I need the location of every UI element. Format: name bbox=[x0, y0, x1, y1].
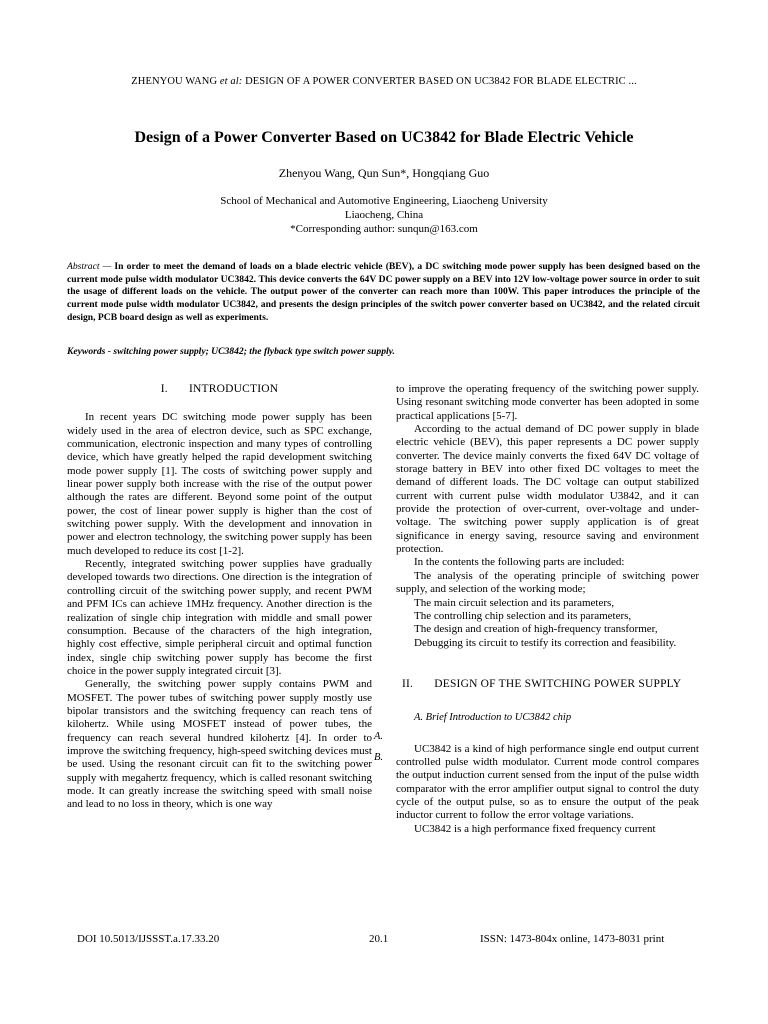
running-head bbox=[0, 76, 768, 87]
keywords: Keywords - switching power supply; UC3842; the flyback type switch power supply. bbox=[67, 346, 395, 357]
section-heading-introduction bbox=[67, 383, 372, 396]
right-column bbox=[396, 383, 699, 836]
section-number: II. bbox=[402, 677, 414, 690]
paper-authors: Zhenyou Wang, Qun Sun*, Hongqiang Guo bbox=[278, 166, 490, 180]
footer-issn: ISSN: 1473-804x online, 1473-8031 print bbox=[480, 933, 665, 945]
list-item: The analysis of the operating principle of switching power supply, and selection of the working mode; bbox=[396, 569, 699, 596]
footer-doi: DOI 10.5013/IJSSST.a.17.33.20 bbox=[77, 933, 220, 945]
abstract-text: In order to meet the demand of loads on a blade electric vehicle (BEV), a DC switching mode power supply has been designed based on the current mode pulse width modulator UC3842. This device converts the 64V DC power supply on a BEV into 12V low-voltage power source in order to suit the usage of different loads on the vehicle. The output power of the converter can reach more than 100W. This paper introduces the principle of the current mode pulse width modulator UC3842, and presents the design principles of the switch power converter based on UC3842, and the related circuit design, PCB board design as well as experiments. bbox=[67, 261, 700, 323]
intro-paragraph-3: Generally, the switching power supply contains PWM and MOSFET. The power tubes of switching power supply mostly use bipolar transistors and the switching frequency can reach tens of kilohertz. While using MOSFET instead of power tubes, the frequency can reach several hundred kilohertz [4]. In order to improve the switching frequency, high-speed switching devices must be used. Using the resonant circuit can fit to the switching power supply with megahertz frequency, which is called resonant switching mode. It can greatly increase the switching speed with small noise and lead to no loss in theory, which is one way bbox=[67, 678, 372, 811]
uc3842-paragraph-2: UC3842 is a high performance fixed frequency current bbox=[414, 822, 656, 835]
intro-paragraph-1: In recent years DC switching mode power supply has been widely used in the area of electron device, such as SPC exchange, communication, electronic inspection and many types of controlling device, which have greatly helped the rapid development switching mode power supply [1]. The costs of switching power supply and linear power supply both increase with the rise of the output power although the rates are different. Beyond some point of the output power, the cost of linear power supply is higher than the cost of switching power supply. With the development and innovation in power and electron technology, the switching power supply has been much developed to reduce its cost [1-2]. bbox=[67, 411, 372, 557]
subsection-heading: A. Brief Introduction to UC3842 chip bbox=[414, 712, 572, 724]
intro-paragraph-2: Recently, integrated switching power supplies have gradually developed towards two directions. One direction is the integration of controlling circuit of the switching power supply, and recent PWM and PFM ICs can achieve 1MHz frequency. Another direction is the realization of single chip integration with middle and small power consumption. Because of the characters of the high integration, highly cost effective, simple peripheral circuit and optimal function index, single chip switching power supply has become the first choice in the power supply integrated circuit [3]. bbox=[67, 558, 372, 677]
intro-continuation: to improve the operating frequency of the switching power supply. Using resonant switching mode converter has been adopted in some practical applications [5-7]. bbox=[396, 383, 699, 422]
left-column bbox=[67, 383, 372, 812]
section-number: I. bbox=[160, 383, 168, 395]
running-head-etal: et al: bbox=[219, 76, 243, 87]
stray-label-a: A. bbox=[374, 731, 384, 742]
uc3842-paragraph-1: UC3842 is a kind of high performance single end output current controlled pulse width modulator. Current mode control compares the output induction current sensed from the input of the pulse width comparator with the error amplifier output signal to control the duty cycle of the output pulse, so as to ensure the output of the peak inductor current to follow the error voltage variations. bbox=[396, 742, 699, 822]
affiliation bbox=[0, 194, 768, 236]
section-title: DESIGN OF THE SWITCHING POWER SUPPLY bbox=[434, 677, 682, 690]
footer-page-number: 20.1 bbox=[369, 933, 389, 945]
abstract bbox=[67, 261, 700, 325]
section-heading-design bbox=[396, 678, 699, 691]
stray-label-b: B. bbox=[374, 752, 384, 763]
list-item: The design and creation of high-frequency transformer, bbox=[414, 623, 658, 636]
list-intro: In the contents the following parts are included: bbox=[414, 556, 625, 569]
intro-paragraph-4: According to the actual demand of DC power supply in blade electric vehicle (BEV), this paper represents a DC power supply converter. The device mainly converts the fixed 64V DC voltage of storage battery in BEV into other fixed DC voltages to meet the demand of different loads. The DC voltage can output stabilized current with current pulse width modulator U3842, and it can provide the protection of over-current, over-voltage and under-voltage. The switching power supply application is of great significance in energy saving, resource saving and environment protection. bbox=[396, 423, 699, 556]
affiliation-line2: Liaocheng, China bbox=[344, 209, 424, 221]
abstract-label: Abstract — bbox=[67, 261, 112, 272]
section-title: INTRODUCTION bbox=[188, 383, 279, 395]
list-item: Debugging its circuit to testify its correction and feasibility. bbox=[414, 636, 677, 649]
list-item: The main circuit selection and its parameters, bbox=[414, 596, 615, 609]
affiliation-line3: *Corresponding author: sunqun@163.com bbox=[290, 223, 478, 235]
paper-title: Design of a Power Converter Based on UC3842 for Blade Electric Vehicle bbox=[134, 129, 634, 146]
running-head-author: ZHENYOU WANG bbox=[131, 76, 218, 87]
running-head-title: DESIGN OF A POWER CONVERTER BASED ON UC3842 FOR BLADE ELECTRIC ... bbox=[245, 76, 637, 87]
affiliation-line1: School of Mechanical and Automotive Engineering, Liaocheng University bbox=[220, 195, 548, 207]
list-item: The controlling chip selection and its parameters, bbox=[414, 609, 632, 622]
